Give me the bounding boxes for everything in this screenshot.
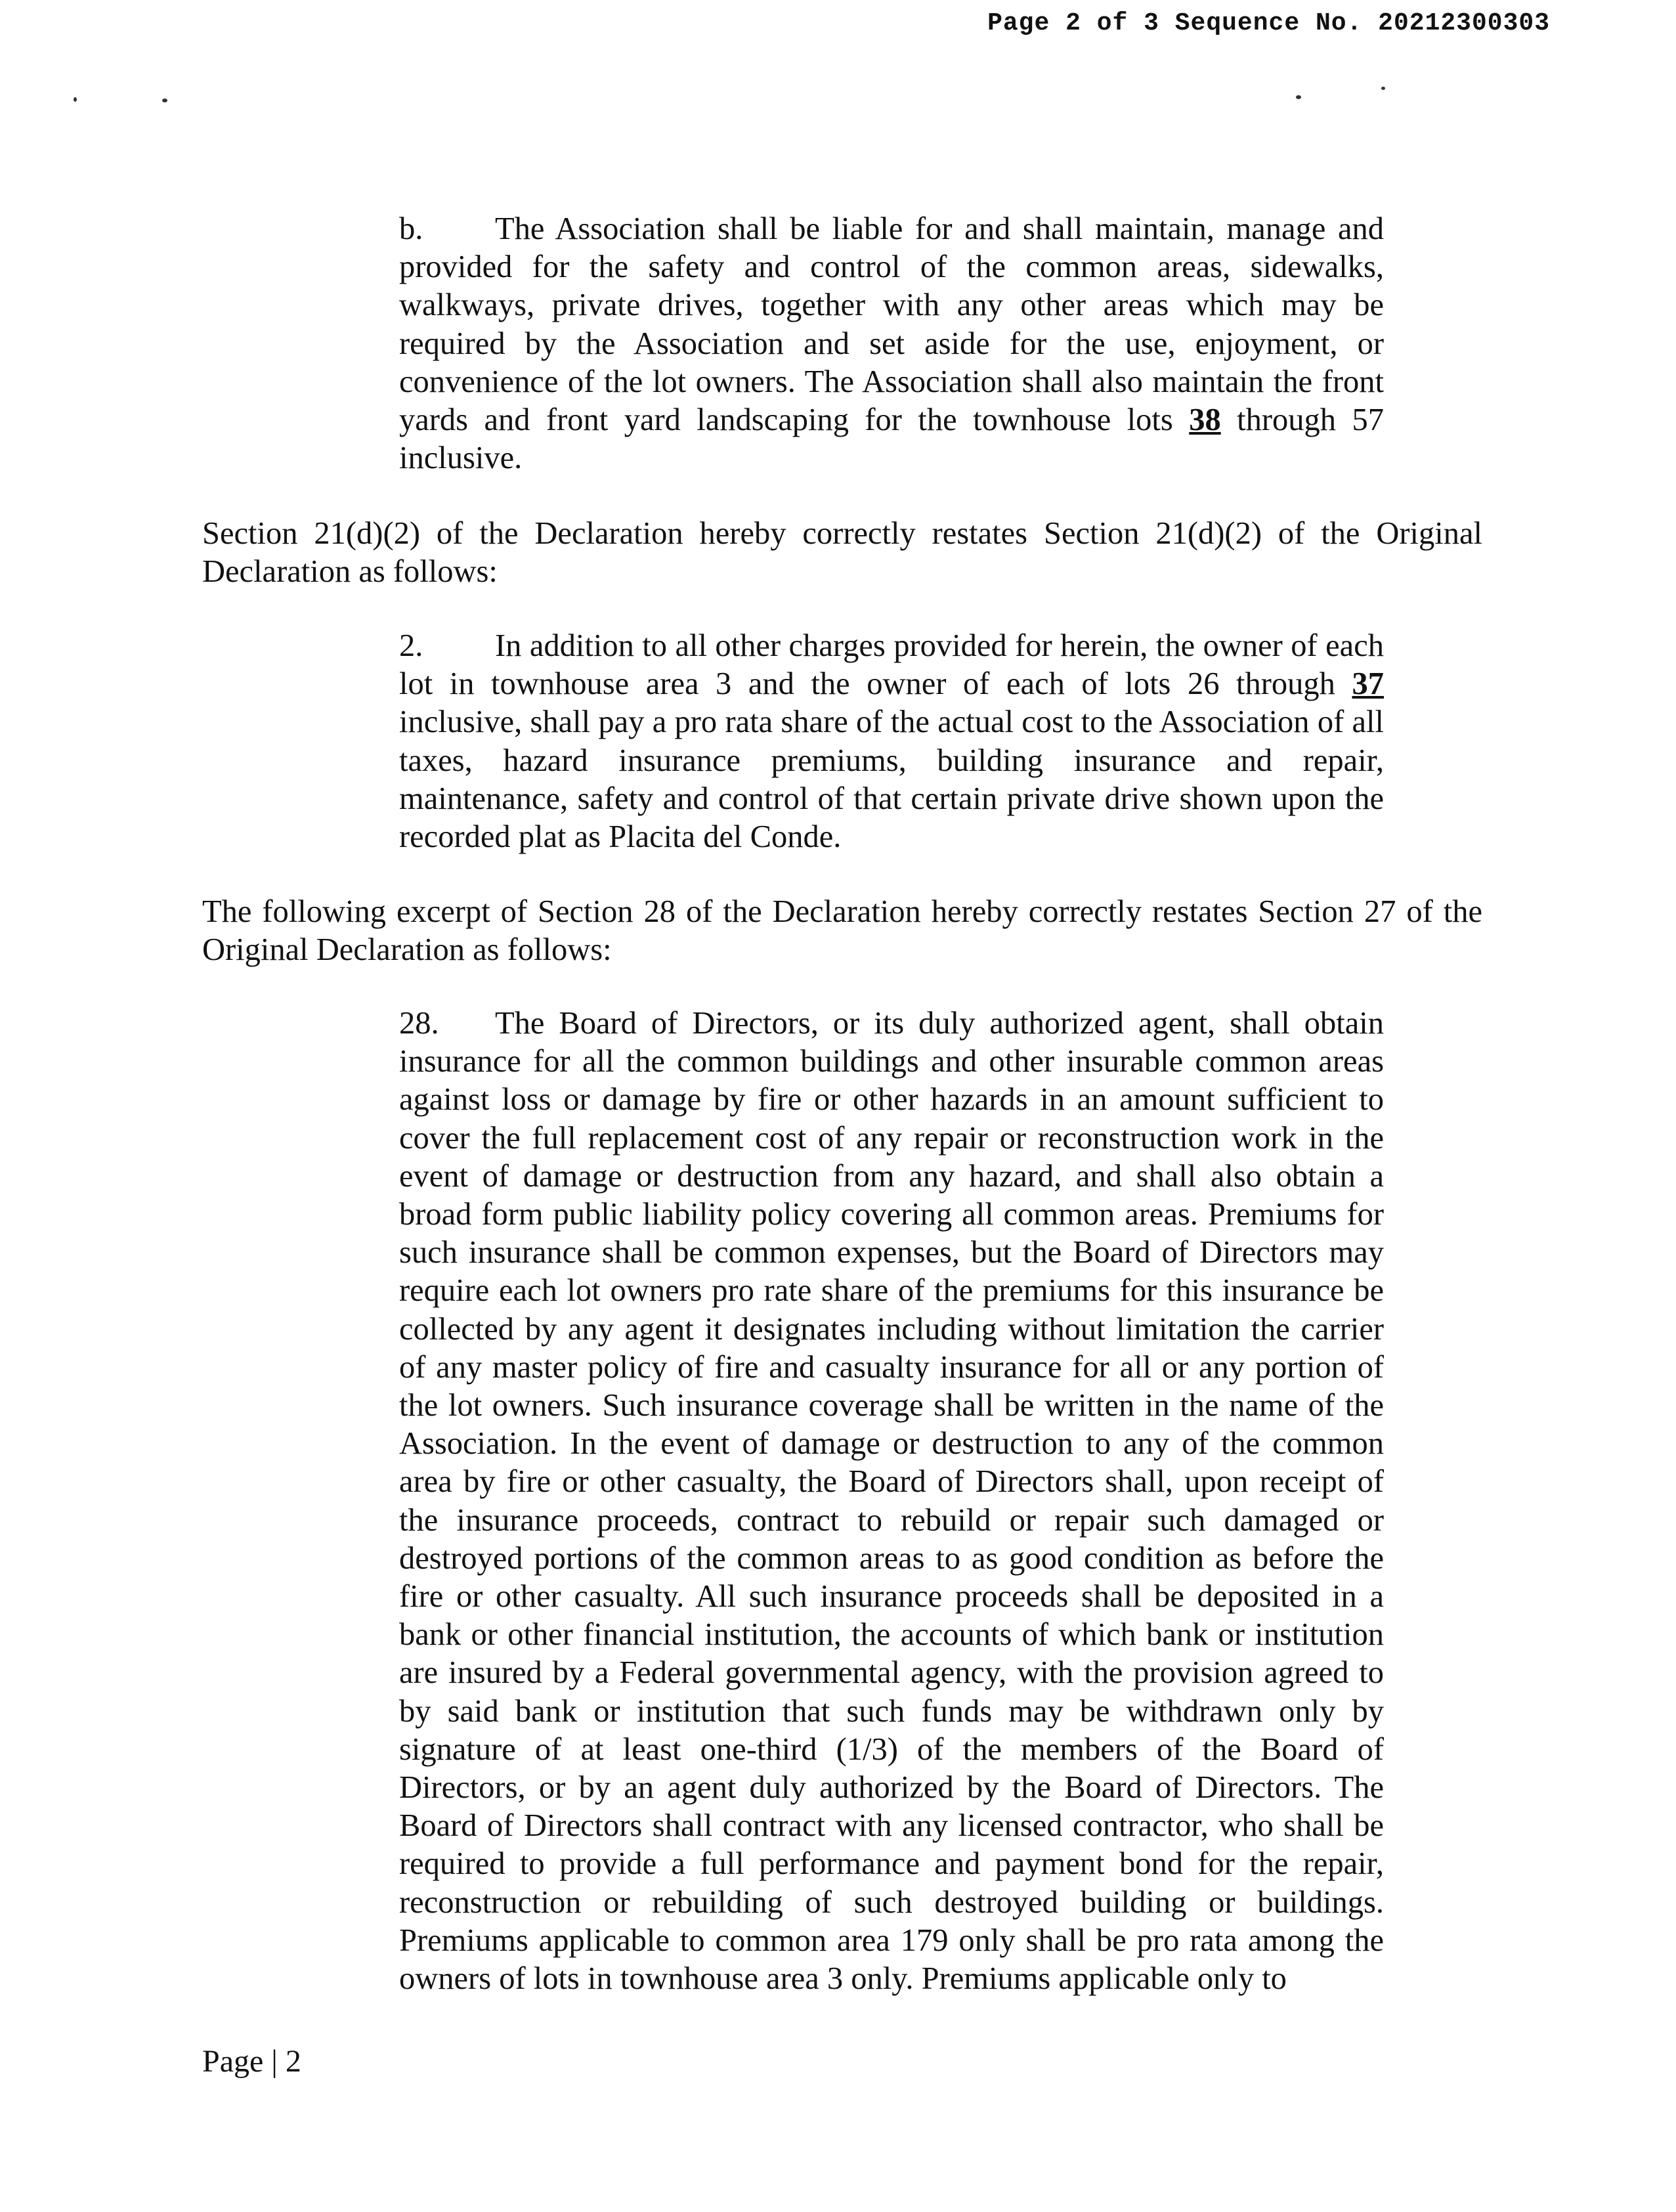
- clause-2: [399, 627, 1384, 856]
- clause-b-underlined-lot: 38: [1189, 402, 1221, 438]
- clause-28: [399, 1005, 1384, 1998]
- page-number: Page | 2: [202, 2044, 301, 2079]
- clause-2-text-after: inclusive, shall pay a pro rata share of the actual cost to the Association of all taxes, hazard insurance premiums, building insurance and repair, maintenance, safety and control of that certain private drive shown upon the recorded plat as Placita del Conde.: [399, 705, 1384, 855]
- clause-b-text-after: through 57 inclusive.: [399, 402, 1384, 476]
- scan-speck: [162, 98, 167, 102]
- clause-2-number: 2.: [399, 628, 423, 663]
- section-21-intro: Section 21(d)(2) of the Declaration hereby correctly restates Section 21(d)(2) of the Original Declaration as follows:: [202, 516, 1482, 590]
- clause-b-number: b.: [399, 211, 423, 246]
- section-28-intro: The following excerpt of Section 28 of the Declaration hereby correctly restates Section 27 of the Original Declaration as follows:: [202, 894, 1482, 968]
- clause-b-text-before: The Association shall be liable for and shall maintain, manage and provided for the safety and control of the common areas, sidewalks, walkways, private drives, together with any other areas which may be required by the Association and set aside for the use, enjoyment, or convenience of the lot owners. The Association shall also maintain the front yards and front yard landscaping for the townhouse lots: [399, 211, 1384, 438]
- recording-stamp: Page 2 of 3 Sequence No. 20212300303: [987, 9, 1550, 37]
- clause-2-underlined-lot: 37: [1352, 666, 1384, 702]
- scan-speck: [74, 97, 77, 102]
- scan-speck: [1296, 95, 1301, 99]
- clause-28-text: The Board of Directors, or its duly authorized agent, shall obtain insurance for all the common buildings and other insurable common areas against loss or damage by fire or other hazards in an amount sufficient to cover the full replacement cost of any repair or reconstruction work in the event of damage or destruction from any hazard, and shall also obtain a broad form public liability policy covering all common areas. Premiums for such insurance shall be common expenses, but the Board of Directors may require each lot owners pro rate share of the premiums for this insurance be collected by any agent it designates including without limitation the carrier of any master policy of fire and casualty insurance for all or any portion of the lot owners. Such insurance coverage shall be written in the name of the Association. In the event of damage or destruction to any of the common area by fire or other casualty, the Board of Directors shall, upon receipt of the insurance proceeds, contract to rebuild or repair such damaged or destroyed portions of the common areas to as good condition as before the fire or other casualty. All such insurance proceeds shall be deposited in a bank or other financial institution, the accounts of which bank or institution are insured by a Federal governmental agency, with the provision agreed to by said bank or institution that such funds may be withdrawn only by signature of at least one-third (1/3) of the members of the Board of Directors, or by an agent duly authorized by the Board of Directors. The Board of Directors shall contract with any licensed contractor, who shall be required to provide a full performance and payment bond for the repair, reconstruction or rebuilding of such destroyed building or buildings. Premiums applicable to common area 179 only shall be pro rata among the owners of lots in townhouse area 3 only. Premiums applicable only to: [399, 1006, 1384, 1997]
- clause-b: [399, 210, 1384, 477]
- clause-28-number: 28.: [399, 1006, 439, 1041]
- clause-2-text-before: In addition to all other charges provided for herein, the owner of each lot in townhouse area 3 and the owner of each of lots 26 through: [399, 628, 1384, 702]
- scan-speck: [1381, 87, 1385, 90]
